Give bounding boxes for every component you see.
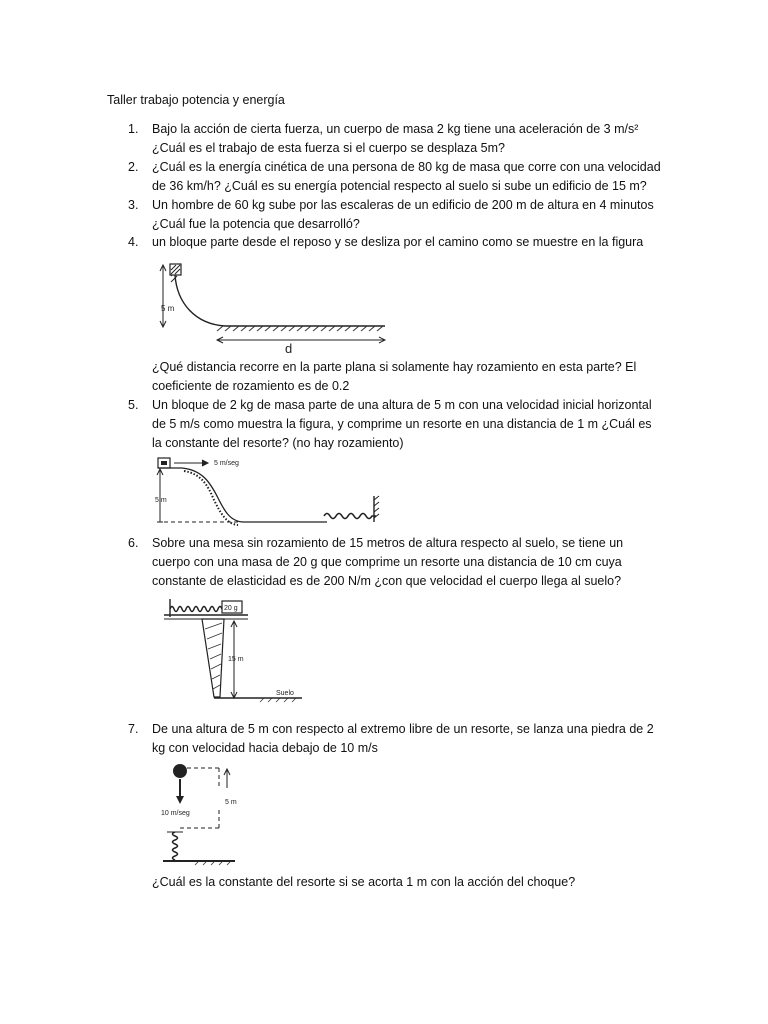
mass-label: 20 g <box>224 605 238 612</box>
height-label: 5 m <box>155 497 167 504</box>
spring-icon <box>173 832 178 860</box>
problem-4-question <box>152 358 672 396</box>
figure-4-ramp <box>155 258 395 358</box>
problem-line: Un bloque de 2 kg de masa parte de una altura de 5 m con una velocidad inicial horizontal <box>152 398 652 412</box>
problem-line: constante de elasticidad es de 200 N/m ¿con que velocidad el cuerpo llega al suelo? <box>152 574 622 588</box>
problem-line: ¿Cuál fue la potencia que desarrolló? <box>152 217 360 231</box>
problem-number: 5. <box>128 398 139 412</box>
problem-line: de 36 km/h? ¿Cuál es su energía potencial respecto al suelo si sube un edificio de 15 m? <box>152 179 647 193</box>
problem-line: un bloque parte desde el reposo y se desliza por el camino como se muestre en la figura <box>152 235 644 249</box>
problem-line: kg con velocidad hacia debajo de 10 m/s <box>152 741 378 755</box>
speed-label: 10 m/seg <box>161 810 190 817</box>
problem-line: ¿Cuál es el trabajo de esta fuerza si el cuerpo se desplaza 5m? <box>152 141 505 155</box>
problem-line: ¿Cuál es la energía cinética de una persona de 80 kg de masa que corre con una velocidad <box>152 160 661 174</box>
problem-number: 7. <box>128 722 139 736</box>
figure-7-falling-stone <box>155 760 245 870</box>
distance-label: d <box>285 341 293 356</box>
spring-icon <box>324 514 376 519</box>
ground-label: Suelo <box>276 690 294 697</box>
problem-number: 3. <box>128 198 139 212</box>
stone-icon <box>173 764 187 778</box>
speed-label: 5 m/seg <box>214 460 239 467</box>
figure-5-slope-spring <box>152 452 382 532</box>
problem-line: de 5 m/s como muestra la figura, y comprime un resorte en una distancia de 1 m ¿Cuál es <box>152 417 652 431</box>
height-label: 5 m <box>225 799 237 806</box>
problem-line: coeficiente de rozamiento es de 0.2 <box>152 379 350 393</box>
spring-icon <box>170 607 228 612</box>
problem-line: ¿Qué distancia recorre en la parte plana si solamente hay rozamiento en esta parte? El <box>152 360 637 374</box>
figure-6-table <box>160 597 310 712</box>
height-label: 5 m <box>161 304 175 313</box>
problem-number: 2. <box>128 160 139 174</box>
problem-line: cuerpo con una masa de 20 g que comprime un resorte una distancia de 10 cm cuya <box>152 555 622 569</box>
worksheet-title: Taller trabajo potencia y energía <box>107 93 285 107</box>
problem-line: De una altura de 5 m con respecto al extremo libre de un resorte, se lanza una piedra de 2 <box>152 722 654 736</box>
problem-line: Bajo la acción de cierta fuerza, un cuerpo de masa 2 kg tiene una aceleración de 3 m/s² <box>152 122 639 136</box>
problem-number: 6. <box>128 536 139 550</box>
problem-line: ¿Cuál es la constante del resorte si se acorta 1 m con la acción del choque? <box>152 875 576 889</box>
problem-number: 1. <box>128 122 139 136</box>
problem-7-question <box>152 873 672 892</box>
height-label: 15 m <box>228 656 244 663</box>
problem-line: Sobre una mesa sin rozamiento de 15 metros de altura respecto al suelo, se tiene un <box>152 536 624 550</box>
problem-line: la constante del resorte? (no hay rozamiento) <box>152 436 404 450</box>
problem-number: 4. <box>128 235 139 249</box>
problem-line: Un hombre de 60 kg sube por las escaleras de un edificio de 200 m de altura en 4 minutos <box>152 198 654 212</box>
